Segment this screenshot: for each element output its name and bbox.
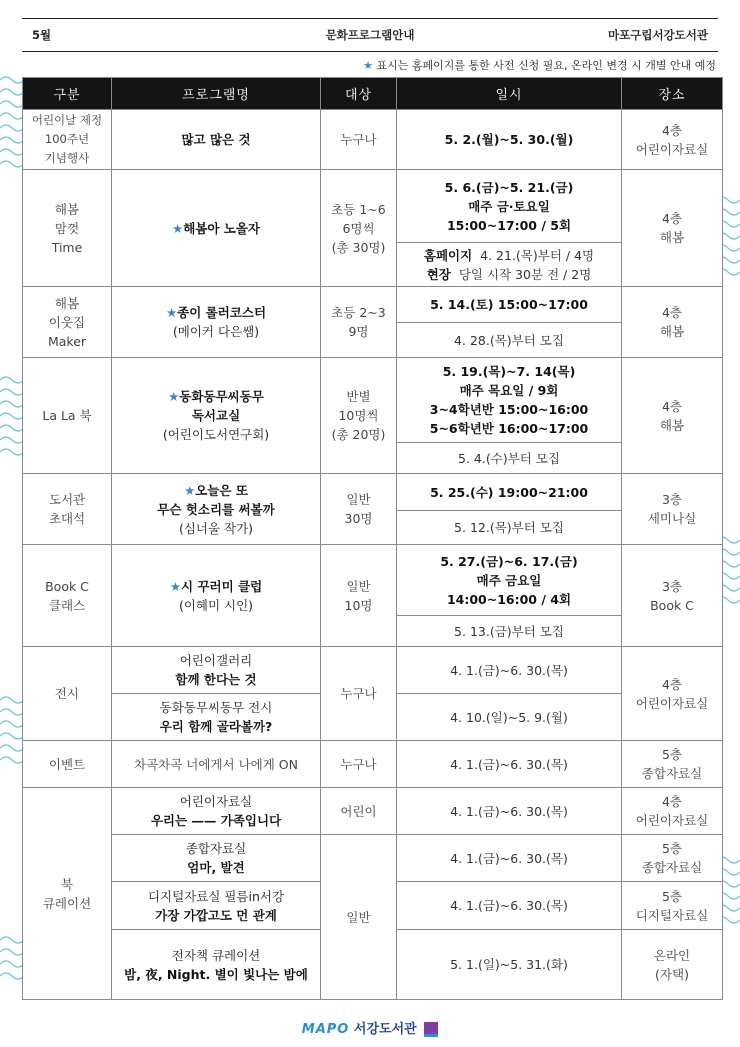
place-cell [622,545,723,647]
place-cell [622,741,723,788]
date-cell: 4. 1.(금)~6. 30.(목) [397,788,622,835]
program-title: 함께 한다는 것 [175,672,257,687]
place-floor: 5층 [661,841,683,856]
category-text: 맘껏 [54,220,80,236]
table-row [23,545,723,616]
program-instructor: (메이커 다은쌤) [172,324,260,339]
registration-info: 4. 21.(목)부터 / 4명 [480,247,595,263]
date-text: 5. 6.(금)~5. 21.(금) [444,179,574,195]
star-icon: ★ [165,305,178,320]
registration-cell: 5. 13.(금)부터 모집 [397,616,622,647]
date-text: 5~6학년반 16:00~17:00 [429,421,589,436]
star-icon: ★ [169,578,182,594]
target-text: 10명 [344,597,373,613]
table-row [23,287,723,323]
table-row [23,835,723,882]
place-cell [622,110,723,170]
target-cell: 누구나 [321,647,397,741]
program-name [112,170,321,287]
date-text: 매주 금요일 [476,572,542,588]
category-text: 기념행사 [44,151,90,165]
program-title: 종이 롤러코스터 [177,305,267,320]
place-room: 디지털자료실 [635,907,709,923]
header-library-name: 마포구립서강도서관 [608,28,708,42]
library-name: 서강도서관 [353,1022,417,1037]
program-title: 엄마, 발견 [187,860,245,875]
book-icon [424,1022,438,1037]
place-room: 종합자료실 [641,860,703,875]
target-text: 반별 [346,389,371,404]
date-text: 매주 금·토요일 [468,198,550,214]
category-text: 해봄 [54,201,80,217]
place-floor: 5층 [661,747,683,762]
col-target: 대상 [321,78,397,110]
program-title: 밤, 夜, Night. 별이 빛나는 밤에 [124,966,308,982]
place-floor: 4층 [661,676,683,692]
place-cell [622,930,723,1000]
place-cell [622,358,723,474]
category-cell [23,474,112,545]
footer-logo [0,1018,740,1037]
star-icon: ★ [171,220,184,236]
page-header [22,18,718,52]
place-floor: 4층 [661,122,683,138]
date-text: 14:00~16:00 / 4회 [446,591,572,607]
category-text: 어린이날 제정 [31,113,103,127]
place-cell [622,788,723,835]
place-floor: 5층 [661,888,683,904]
category-text: 큐레이션 [42,895,92,911]
date-cell: 5. 14.(토) 15:00~17:00 [397,287,622,323]
place-room: 해봄 [659,417,685,433]
program-title: 우리는 —— 가족입니다 [150,813,282,828]
program-name [112,930,321,1000]
program-name [112,358,321,474]
program-name [112,882,321,930]
target-text: 6명씩 [342,220,375,236]
program-label: 전자책 큐레이션 [171,947,261,963]
place-floor: 4층 [661,398,683,414]
program-name [112,835,321,882]
col-date: 일시 [397,78,622,110]
header-title: 문화프로그램안내 [325,28,415,42]
col-program: 프로그램명 [112,78,321,110]
place-cell [622,647,723,741]
target-text: 초등 2~3 [331,305,386,320]
place-floor: 4층 [661,794,683,809]
program-name [112,474,321,545]
category-text: 이웃집 [48,314,86,330]
date-cell [397,170,622,243]
category-text: Book C [45,578,89,594]
table-row [23,788,723,835]
table-row [23,741,723,788]
target-cell [321,287,397,358]
program-title: 해봄아 노올자 [183,220,261,236]
registration-cell [397,243,622,287]
program-title: 무슨 헛소리를 써볼까 [157,501,275,517]
program-name [112,545,321,647]
program-table [22,77,723,1000]
category-cell [23,545,112,647]
target-cell [321,474,397,545]
place-room: 해봄 [659,324,685,339]
category-text: 도서관 [48,492,86,507]
target-text: 일반 [346,578,371,594]
star-icon: ★ [168,389,180,404]
category-cell: La La 북 [23,358,112,474]
place-cell [622,882,723,930]
category-text: 클래스 [48,597,86,613]
category-text: 100주년 [44,132,90,146]
table-row [23,358,723,443]
program-title: 가장 가깝고도 먼 관계 [155,907,277,923]
place-cell [622,835,723,882]
registration-info: 당일 시작 30분 전 / 2명 [458,266,592,282]
date-cell: 4. 1.(금)~6. 30.(목) [397,647,622,694]
program-instructor: (이혜미 시인) [178,597,254,613]
program-instructor: (심너울 작가) [178,520,254,536]
program-label: 디지털자료실 필름in서강 [147,888,285,904]
category-cell [23,170,112,287]
date-cell: 4. 1.(금)~6. 30.(목) [397,882,622,930]
date-cell [397,545,622,616]
place-floor: 4층 [661,211,683,226]
notice-text: 표시는 홈페이지를 통한 사전 신청 필요, 온라인 변경 시 개별 안내 예정 [376,59,716,72]
program-title: 동화동무씨동무 [179,389,264,404]
date-cell: 5. 1.(일)~5. 31.(화) [397,930,622,1000]
date-cell [397,358,622,443]
date-text: 5. 19.(목)~7. 14(목) [442,364,576,379]
category-text: 해봄 [54,295,80,311]
mapo-logo: MAPO [301,1022,350,1037]
program-name [112,287,321,358]
table-row [23,647,723,694]
registration-cell: 5. 4.(수)부터 모집 [397,443,622,474]
date-text: 15:00~17:00 / 5회 [446,217,572,233]
registration-cell: 4. 28.(목)부터 모집 [397,323,622,358]
table-row [23,170,723,243]
program-name [112,788,321,835]
target-text: (총 20명) [331,427,386,442]
program-label: 어린이갤러리 [179,653,253,668]
program-name [112,694,321,741]
target-cell: 일반 [321,835,397,1000]
category-text: Time [51,239,83,255]
place-room: (자택) [655,966,689,982]
place-room: 어린이자료실 [635,813,709,828]
date-cell: 5. 2.(월)~5. 30.(월) [397,110,622,170]
category-text: 초대석 [48,511,86,526]
place-floor: 3층 [661,492,683,507]
star-icon: ★ [184,482,196,498]
target-text: (총 30명) [331,239,386,255]
place-cell [622,474,723,545]
place-room: Book C [650,597,694,613]
notice-line [361,57,718,73]
program-name: 많고 많은 것 [112,110,321,170]
table-header-row [23,78,723,110]
date-cell: 4. 1.(금)~6. 30.(목) [397,741,622,788]
col-category: 구분 [23,78,112,110]
place-floor: 3층 [661,578,683,594]
program-title: 시 꾸러미 클럽 [181,578,263,594]
target-cell [321,545,397,647]
target-text: 초등 1~6 [331,201,386,217]
place-room: 해봄 [659,230,685,245]
category-cell: 이벤트 [23,741,112,788]
date-text: 5. 27.(금)~6. 17.(금) [440,553,578,569]
place-cell [622,287,723,358]
target-cell: 누구나 [321,741,397,788]
date-cell: 5. 25.(수) 19:00~21:00 [397,474,622,511]
date-text: 매주 목요일 / 9회 [459,383,559,398]
target-text: 일반 [346,492,371,507]
program-name: 차곡차곡 너에게서 나에게 ON [112,741,321,788]
program-title: 오늘은 또 [195,482,248,498]
program-title: 독서교실 [191,408,241,423]
place-cell [622,170,723,287]
place-room: 어린이자료실 [635,695,709,711]
place-room: 어린이자료실 [635,141,709,157]
category-cell: 전시 [23,647,112,741]
header-month: 5월 [32,28,52,42]
category-cell [23,110,112,170]
category-cell [23,287,112,358]
target-text: 9명 [348,324,369,339]
place-floor: 4층 [661,305,683,320]
program-label: 종합자료실 [185,841,247,856]
target-cell [321,358,397,474]
program-label: 동화동무씨동무 전시 [159,700,273,715]
date-cell: 4. 1.(금)~6. 30.(목) [397,835,622,882]
place-room: 종합자료실 [641,766,703,781]
target-text: 10명씩 [338,408,379,423]
place-floor: 온라인 [653,947,691,963]
table-row [23,474,723,511]
category-text: Maker [47,333,87,349]
program-title: 우리 함께 골라볼까? [159,719,273,734]
target-cell: 어린이 [321,788,397,835]
place-room: 세미나실 [647,511,697,526]
target-cell [321,170,397,287]
date-text: 3~4학년반 15:00~16:00 [429,402,589,417]
category-text: 북 [60,876,74,892]
program-instructor: (어린이도서연구회) [162,427,270,442]
program-name [112,647,321,694]
table-row [23,110,723,170]
star-icon: ★ [363,59,373,72]
col-place: 장소 [622,78,723,110]
registration-type: 현장 [426,266,451,282]
registration-type: 홈페이지 [423,247,473,263]
date-cell: 4. 10.(일)~5. 9.(월) [397,694,622,741]
category-cell [23,788,112,1000]
target-text: 30명 [344,511,373,526]
registration-cell: 5. 12.(목)부터 모집 [397,511,622,545]
target-cell: 누구나 [321,110,397,170]
program-label: 어린이자료실 [179,794,253,809]
